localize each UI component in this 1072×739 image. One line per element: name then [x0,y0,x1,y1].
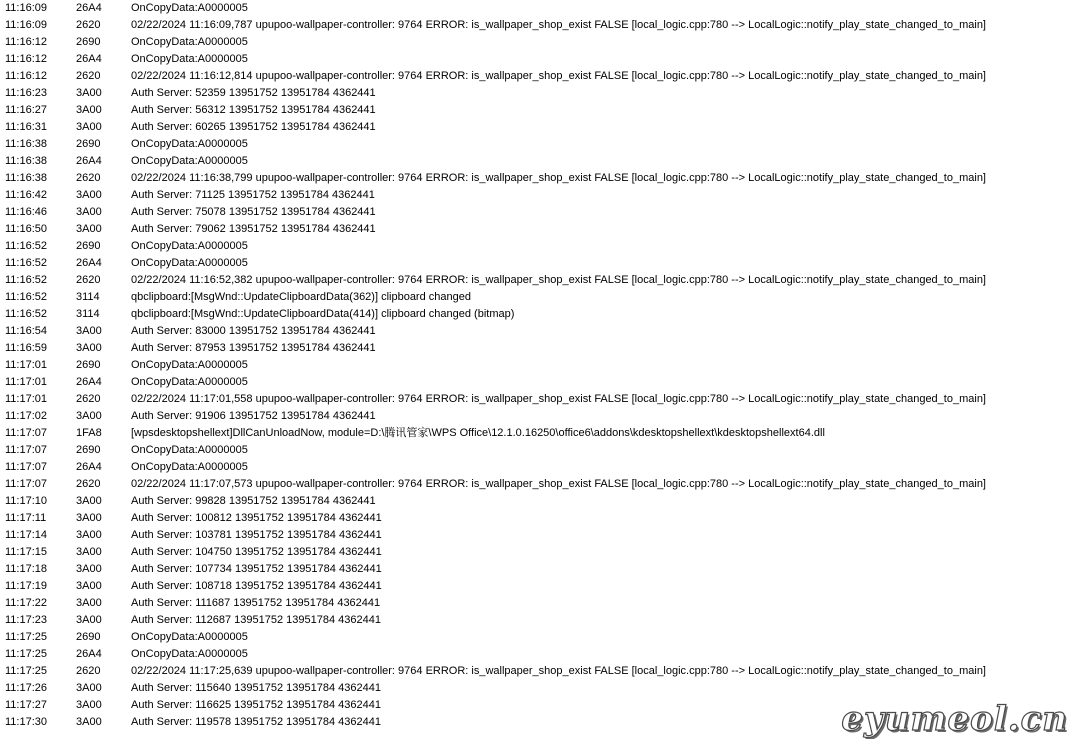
log-time: 11:16:38 [5,172,48,184]
log-process-id: 26A4 [76,376,102,388]
log-message: 02/22/2024 11:17:25,639 upupoo-wallpaper-controller: 9764 ERROR: is_wallpaper_shop_exist FALSE [local_logic.cpp:780 --> LocalLogic::notify_play_state_changed_to_main] [131,665,986,677]
log-process-id: 3114 [76,308,100,320]
log-process-id: 2690 [76,631,101,643]
log-time: 11:16:38 [5,138,48,150]
log-time: 11:16:12 [5,70,48,82]
log-row[interactable] [0,204,1072,221]
log-row[interactable] [0,85,1072,102]
log-message: OnCopyData:A0000005 [131,53,248,65]
log-row[interactable] [0,527,1072,544]
log-row[interactable] [0,255,1072,272]
log-time: 11:16:12 [5,53,48,65]
log-time: 11:16:27 [5,104,48,116]
log-process-id: 26A4 [76,461,102,473]
log-process-id: 3A00 [76,563,102,575]
log-process-id: 2620 [76,665,101,677]
log-time: 11:17:01 [5,393,48,405]
log-process-id: 26A4 [76,648,102,660]
log-time: 11:17:01 [5,359,48,371]
log-time: 11:17:01 [5,376,48,388]
log-time: 11:17:25 [5,631,48,643]
log-message: OnCopyData:A0000005 [131,36,248,48]
log-time: 11:17:15 [5,546,48,558]
log-row[interactable] [0,238,1072,255]
log-row[interactable] [0,340,1072,357]
log-time: 11:16:09 [5,19,48,31]
log-process-id: 2690 [76,240,101,252]
log-message: Auth Server: 99828 13951752 13951784 4362441 [131,495,376,507]
log-message: Auth Server: 71125 13951752 13951784 4362441 [131,189,375,201]
log-time: 11:16:52 [5,291,48,303]
log-message: OnCopyData:A0000005 [131,631,248,643]
log-message: OnCopyData:A0000005 [131,461,248,473]
log-process-id: 3A00 [76,699,102,711]
log-row[interactable] [0,0,1072,17]
log-row[interactable] [0,51,1072,68]
log-message: OnCopyData:A0000005 [131,155,248,167]
log-time: 11:17:07 [5,427,48,439]
log-process-id: 26A4 [76,53,102,65]
log-time: 11:17:02 [5,410,48,422]
log-row[interactable] [0,629,1072,646]
log-time: 11:17:25 [5,648,48,660]
log-message: OnCopyData:A0000005 [131,648,248,660]
log-row[interactable] [0,357,1072,374]
log-row[interactable] [0,119,1072,136]
log-process-id: 3A00 [76,410,102,422]
log-time: 11:16:54 [5,325,48,337]
log-time: 11:16:12 [5,36,48,48]
log-row[interactable] [0,459,1072,476]
log-message: Auth Server: 111687 13951752 13951784 4362441 [131,597,381,609]
log-time: 11:17:26 [5,682,48,694]
log-row[interactable] [0,272,1072,289]
log-process-id: 2620 [76,70,101,82]
log-process-id: 3A00 [76,121,102,133]
log-row[interactable] [0,646,1072,663]
log-row[interactable] [0,391,1072,408]
log-time: 11:16:46 [5,206,48,218]
log-process-id: 3A00 [76,716,102,728]
log-process-id: 3A00 [76,495,102,507]
log-message: Auth Server: 83000 13951752 13951784 4362441 [131,325,376,337]
log-process-id: 3A00 [76,342,102,354]
log-process-id: 3A00 [76,206,102,218]
log-row[interactable] [0,306,1072,323]
log-row[interactable] [0,578,1072,595]
log-message: Auth Server: 52359 13951752 13951784 4362441 [131,87,376,99]
log-time: 11:17:14 [5,529,48,541]
log-row[interactable] [0,170,1072,187]
log-time: 11:17:19 [5,580,48,592]
log-process-id: 3A00 [76,614,102,626]
log-message: Auth Server: 103781 13951752 13951784 4362441 [131,529,382,541]
log-time: 11:17:18 [5,563,48,575]
log-process-id: 3A00 [76,325,102,337]
log-process-id: 2690 [76,138,101,150]
log-row[interactable] [0,17,1072,34]
log-message: Auth Server: 100812 13951752 13951784 4362441 [131,512,382,524]
log-time: 11:17:10 [5,495,48,507]
log-row[interactable] [0,595,1072,612]
log-row[interactable] [0,476,1072,493]
log-process-id: 3A00 [76,189,102,201]
log-row[interactable] [0,544,1072,561]
log-message: Auth Server: 119578 13951752 13951784 4362441 [131,716,381,728]
log-message: Auth Server: 112687 13951752 13951784 4362441 [131,614,381,626]
log-process-id: 2620 [76,393,101,405]
log-row[interactable] [0,68,1072,85]
log-row[interactable] [0,374,1072,391]
log-process-id: 1FA8 [76,427,102,439]
log-message: Auth Server: 87953 13951752 13951784 4362441 [131,342,376,354]
log-message: Auth Server: 91906 13951752 13951784 4362441 [131,410,376,422]
site-watermark: eyumeol.cn [841,699,1068,739]
log-process-id: 2690 [76,444,101,456]
log-message: Auth Server: 108718 13951752 13951784 4362441 [131,580,382,592]
log-message: 02/22/2024 11:17:01,558 upupoo-wallpaper-controller: 9764 ERROR: is_wallpaper_shop_exist FALSE [local_logic.cpp:780 --> LocalLogic::notify_play_state_changed_to_main] [131,393,986,405]
log-time: 11:16:50 [5,223,48,235]
log-message: Auth Server: 56312 13951752 13951784 4362441 [131,104,376,116]
log-row[interactable] [0,425,1072,442]
log-time: 11:16:23 [5,87,48,99]
log-message: OnCopyData:A0000005 [131,138,248,150]
log-row[interactable] [0,323,1072,340]
log-time: 11:16:52 [5,274,48,286]
log-process-id: 26A4 [76,2,102,14]
log-time: 11:16:38 [5,155,48,167]
log-time: 11:17:23 [5,614,48,626]
log-time: 11:17:22 [5,597,48,609]
log-message: Auth Server: 75078 13951752 13951784 4362441 [131,206,376,218]
log-message: Auth Server: 116625 13951752 13951784 4362441 [131,699,381,711]
log-process-id: 3A00 [76,223,102,235]
log-message: qbclipboard:[MsgWnd::UpdateClipboardData(362)] clipboard changed [131,291,471,303]
log-process-id: 2620 [76,172,101,184]
log-time: 11:16:59 [5,342,48,354]
log-process-id: 3A00 [76,682,102,694]
log-row[interactable] [0,34,1072,51]
log-message: Auth Server: 79062 13951752 13951784 4362441 [131,223,376,235]
log-process-id: 2690 [76,359,101,371]
log-message: Auth Server: 104750 13951752 13951784 4362441 [131,546,382,558]
log-process-id: 3114 [76,291,100,303]
log-process-id: 26A4 [76,257,102,269]
log-process-id: 2620 [76,478,101,490]
log-time: 11:17:25 [5,665,48,677]
log-time: 11:17:30 [5,716,48,728]
log-row[interactable] [0,289,1072,306]
log-row[interactable] [0,408,1072,425]
log-message: Auth Server: 60265 13951752 13951784 4362441 [131,121,376,133]
log-time: 11:16:42 [5,189,48,201]
log-row[interactable] [0,153,1072,170]
log-process-id: 3A00 [76,597,102,609]
log-message: OnCopyData:A0000005 [131,359,248,371]
log-time: 11:17:07 [5,444,48,456]
log-process-id: 2620 [76,274,101,286]
log-row[interactable] [0,136,1072,153]
log-row[interactable] [0,442,1072,459]
log-row[interactable] [0,221,1072,238]
log-message: Auth Server: 115640 13951752 13951784 4362441 [131,682,381,694]
log-time: 11:17:07 [5,461,48,473]
log-message: OnCopyData:A0000005 [131,2,248,14]
log-message: [wpsdesktopshellext]DllCanUnloadNow, module=D:\腾讯管家\WPS Office\12.1.0.16250\office6\addons\kdesktopshellext\kdesktopshellext64.dll [131,427,825,439]
log-time: 11:16:52 [5,257,48,269]
log-row[interactable] [0,187,1072,204]
log-row[interactable] [0,680,1072,697]
log-message: 02/22/2024 11:17:07,573 upupoo-wallpaper-controller: 9764 ERROR: is_wallpaper_shop_exist FALSE [local_logic.cpp:780 --> LocalLogic::notify_play_state_changed_to_main] [131,478,986,490]
log-message: 02/22/2024 11:16:52,382 upupoo-wallpaper-controller: 9764 ERROR: is_wallpaper_shop_exist FALSE [local_logic.cpp:780 --> LocalLogic::notify_play_state_changed_to_main] [131,274,986,286]
log-message: OnCopyData:A0000005 [131,257,248,269]
log-message: qbclipboard:[MsgWnd::UpdateClipboardData(414)] clipboard changed (bitmap) [131,308,515,320]
log-row[interactable] [0,510,1072,527]
log-message: 02/22/2024 11:16:09,787 upupoo-wallpaper-controller: 9764 ERROR: is_wallpaper_shop_exist FALSE [local_logic.cpp:780 --> LocalLogic::notify_play_state_changed_to_main] [131,19,986,31]
log-time: 11:16:52 [5,240,48,252]
log-process-id: 3A00 [76,512,102,524]
log-message: 02/22/2024 11:16:38,799 upupoo-wallpaper-controller: 9764 ERROR: is_wallpaper_shop_exist FALSE [local_logic.cpp:780 --> LocalLogic::notify_play_state_changed_to_main] [131,172,986,184]
log-process-id: 3A00 [76,580,102,592]
log-process-id: 2620 [76,19,101,31]
log-message: Auth Server: 107734 13951752 13951784 4362441 [131,563,382,575]
log-time: 11:16:52 [5,308,48,320]
log-time: 11:16:09 [5,2,48,14]
log-process-id: 2690 [76,36,101,48]
log-process-id: 26A4 [76,155,102,167]
log-process-id: 3A00 [76,87,102,99]
log-message: OnCopyData:A0000005 [131,240,248,252]
log-process-id: 3A00 [76,104,102,116]
log-time: 11:17:11 [5,512,47,524]
log-row[interactable] [0,663,1072,680]
log-message: 02/22/2024 11:16:12,814 upupoo-wallpaper-controller: 9764 ERROR: is_wallpaper_shop_exist FALSE [local_logic.cpp:780 --> LocalLogic::notify_play_state_changed_to_main] [131,70,986,82]
log-message: OnCopyData:A0000005 [131,376,248,388]
log-time: 11:17:27 [5,699,48,711]
log-row[interactable] [0,561,1072,578]
log-time: 11:16:31 [5,121,48,133]
log-process-id: 3A00 [76,546,102,558]
log-row[interactable] [0,493,1072,510]
log-row[interactable] [0,102,1072,119]
log-process-id: 3A00 [76,529,102,541]
log-row[interactable] [0,612,1072,629]
log-message: OnCopyData:A0000005 [131,444,248,456]
log-time: 11:17:07 [5,478,48,490]
